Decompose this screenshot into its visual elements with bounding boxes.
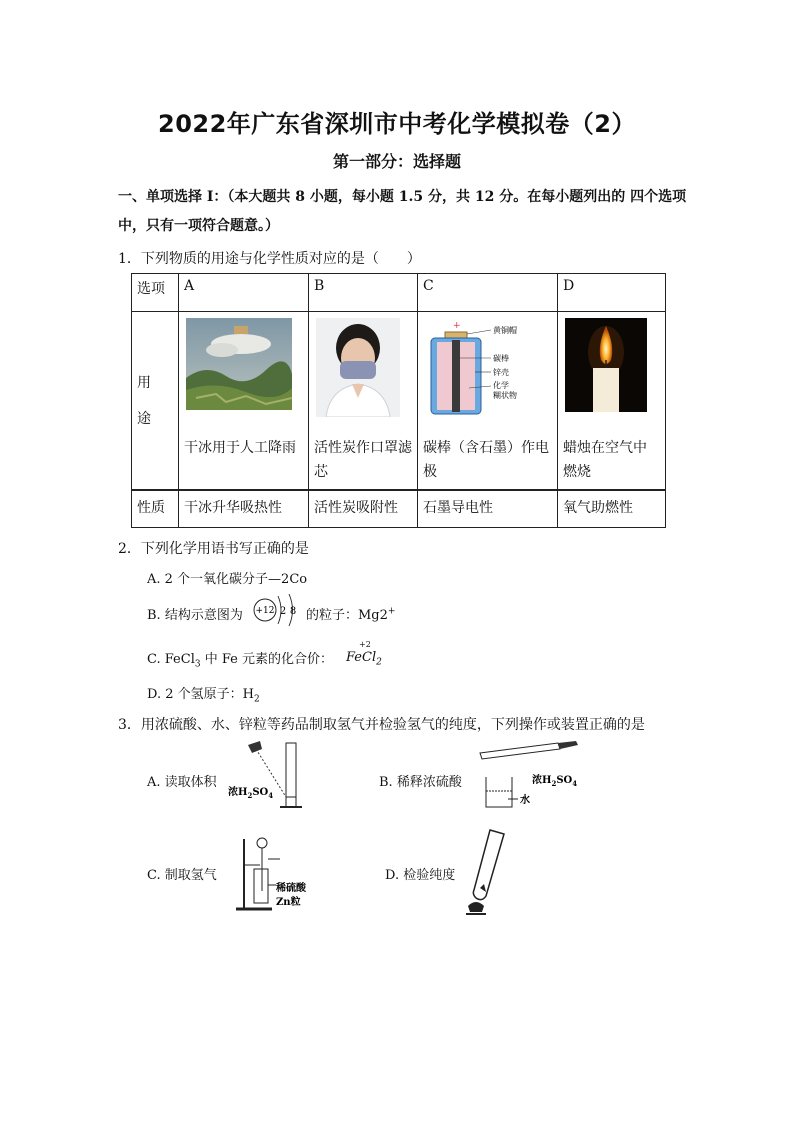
table-header-a: A [179, 274, 309, 312]
water-label: 水 [520, 795, 530, 806]
valence-formula-sub: 2 [376, 657, 382, 668]
prop-c: 石墨导电性 [418, 491, 558, 528]
battery-label-chem: 化学 [493, 381, 509, 390]
dry-ice-rain-image [186, 318, 292, 410]
atom-shell-2: 8 [289, 606, 297, 617]
option-c-sub: 3 [194, 659, 201, 670]
option-d-sub: 2 [253, 694, 260, 705]
battery-plus-sign: + [453, 321, 461, 331]
question-3-option-c: C. 制取氢气 [147, 868, 217, 883]
dilute-acid-tag: 稀硫酸 [276, 883, 306, 894]
option-b-charge: + [387, 606, 396, 617]
table-header-d: D [558, 274, 666, 312]
section-heading: 一、单项选择 I：（本大题共 8 小题，每小题 1.5 分，共 12 分。在每小题列出的 四个选项中，只有一项符合题意。） [118, 189, 687, 234]
question-1-stem: 1．下列物质的用途与化学性质对应的是（ ） [118, 251, 421, 267]
atom-nucleus-label: +12 [255, 606, 275, 616]
prop-b: 活性炭吸附性 [309, 491, 418, 528]
prop-a: 干冰升华吸热性 [179, 491, 309, 528]
atom-structure-diagram [252, 592, 304, 628]
battery-label-cap: 黄铜帽 [493, 326, 517, 335]
read-volume-diagram [226, 739, 308, 813]
option-b-prefix: B. 结构示意图为 [147, 608, 243, 623]
atom-shell-1: 2 [279, 606, 287, 617]
battery-label-shell: 锌壳 [493, 368, 509, 377]
question-3-stem: 3．用浓硫酸、水、锌粒等药品制取氢气并检验氢气的纯度，下列操作或装置正确的是 [118, 717, 645, 733]
table-header-b: B [309, 274, 418, 312]
question-2-option-d [147, 683, 260, 705]
valence-formula: FeCl [346, 650, 377, 665]
option-b-answer: 的粒子：Mg2 [306, 608, 388, 623]
question-1-table [131, 273, 666, 528]
question-3-option-d: D. 检验纯度 [385, 868, 456, 883]
mask-woman-image [316, 318, 400, 417]
question-3-option-b: B. 稀释浓硫酸 [379, 775, 462, 790]
zinc-tag: Zn粒 [276, 897, 301, 908]
purity-test-diagram [462, 826, 512, 918]
battery-label-paste: 糊状物 [493, 391, 517, 400]
use-b-text: 活性炭作口罩滤芯 [314, 440, 412, 480]
table-header-c: C [418, 274, 558, 312]
option-b-suffix [306, 604, 395, 623]
table-header-option: 选项 [132, 274, 179, 312]
question-2-option-a: A. 2 个一氧化碳分子—2Co [147, 572, 308, 587]
row-use-label-2: 途 [137, 410, 151, 427]
battery-diagram [425, 318, 537, 420]
row-use-label-1: 用 [137, 374, 151, 391]
question-2-stem: 2．下列化学用语书写正确的是 [118, 541, 309, 557]
use-c-text: 碳棒（含石墨）作电极 [423, 440, 549, 480]
dilute-acid-diagram [478, 739, 584, 813]
use-a-text: 干冰用于人工降雨 [184, 440, 296, 456]
page-title: 2022年广东省深圳市中考化学模拟卷（2） [158, 110, 636, 138]
row-use-label [132, 312, 179, 490]
read-volume-label: 浓$H_2SO_4$ [228, 787, 274, 800]
question-2-option-c [147, 648, 333, 670]
hydrogen-generator-diagram [232, 829, 314, 917]
battery-label-rod: 碳棒 [493, 354, 509, 363]
question-3-option-a: A. 读取体积 [147, 775, 217, 790]
part-heading: 第一部分：选择题 [332, 152, 461, 171]
question-2-option-b [147, 604, 243, 623]
use-d-text: 蜡烛在空气中燃烧 [563, 440, 647, 480]
prop-d: 氧气助燃性 [558, 491, 666, 528]
option-d-text: D. 2 个氢原子：H [147, 687, 254, 702]
valence-mark: +2 [359, 640, 371, 649]
row-prop-label: 性质 [132, 491, 179, 528]
candle-image [565, 318, 647, 412]
option-c-formula: C. FeCl [147, 652, 195, 667]
dilute-acid-label: 浓$H_2SO_4$ [532, 775, 578, 788]
option-c-text: 中 Fe 元素的化合价： [200, 652, 333, 667]
